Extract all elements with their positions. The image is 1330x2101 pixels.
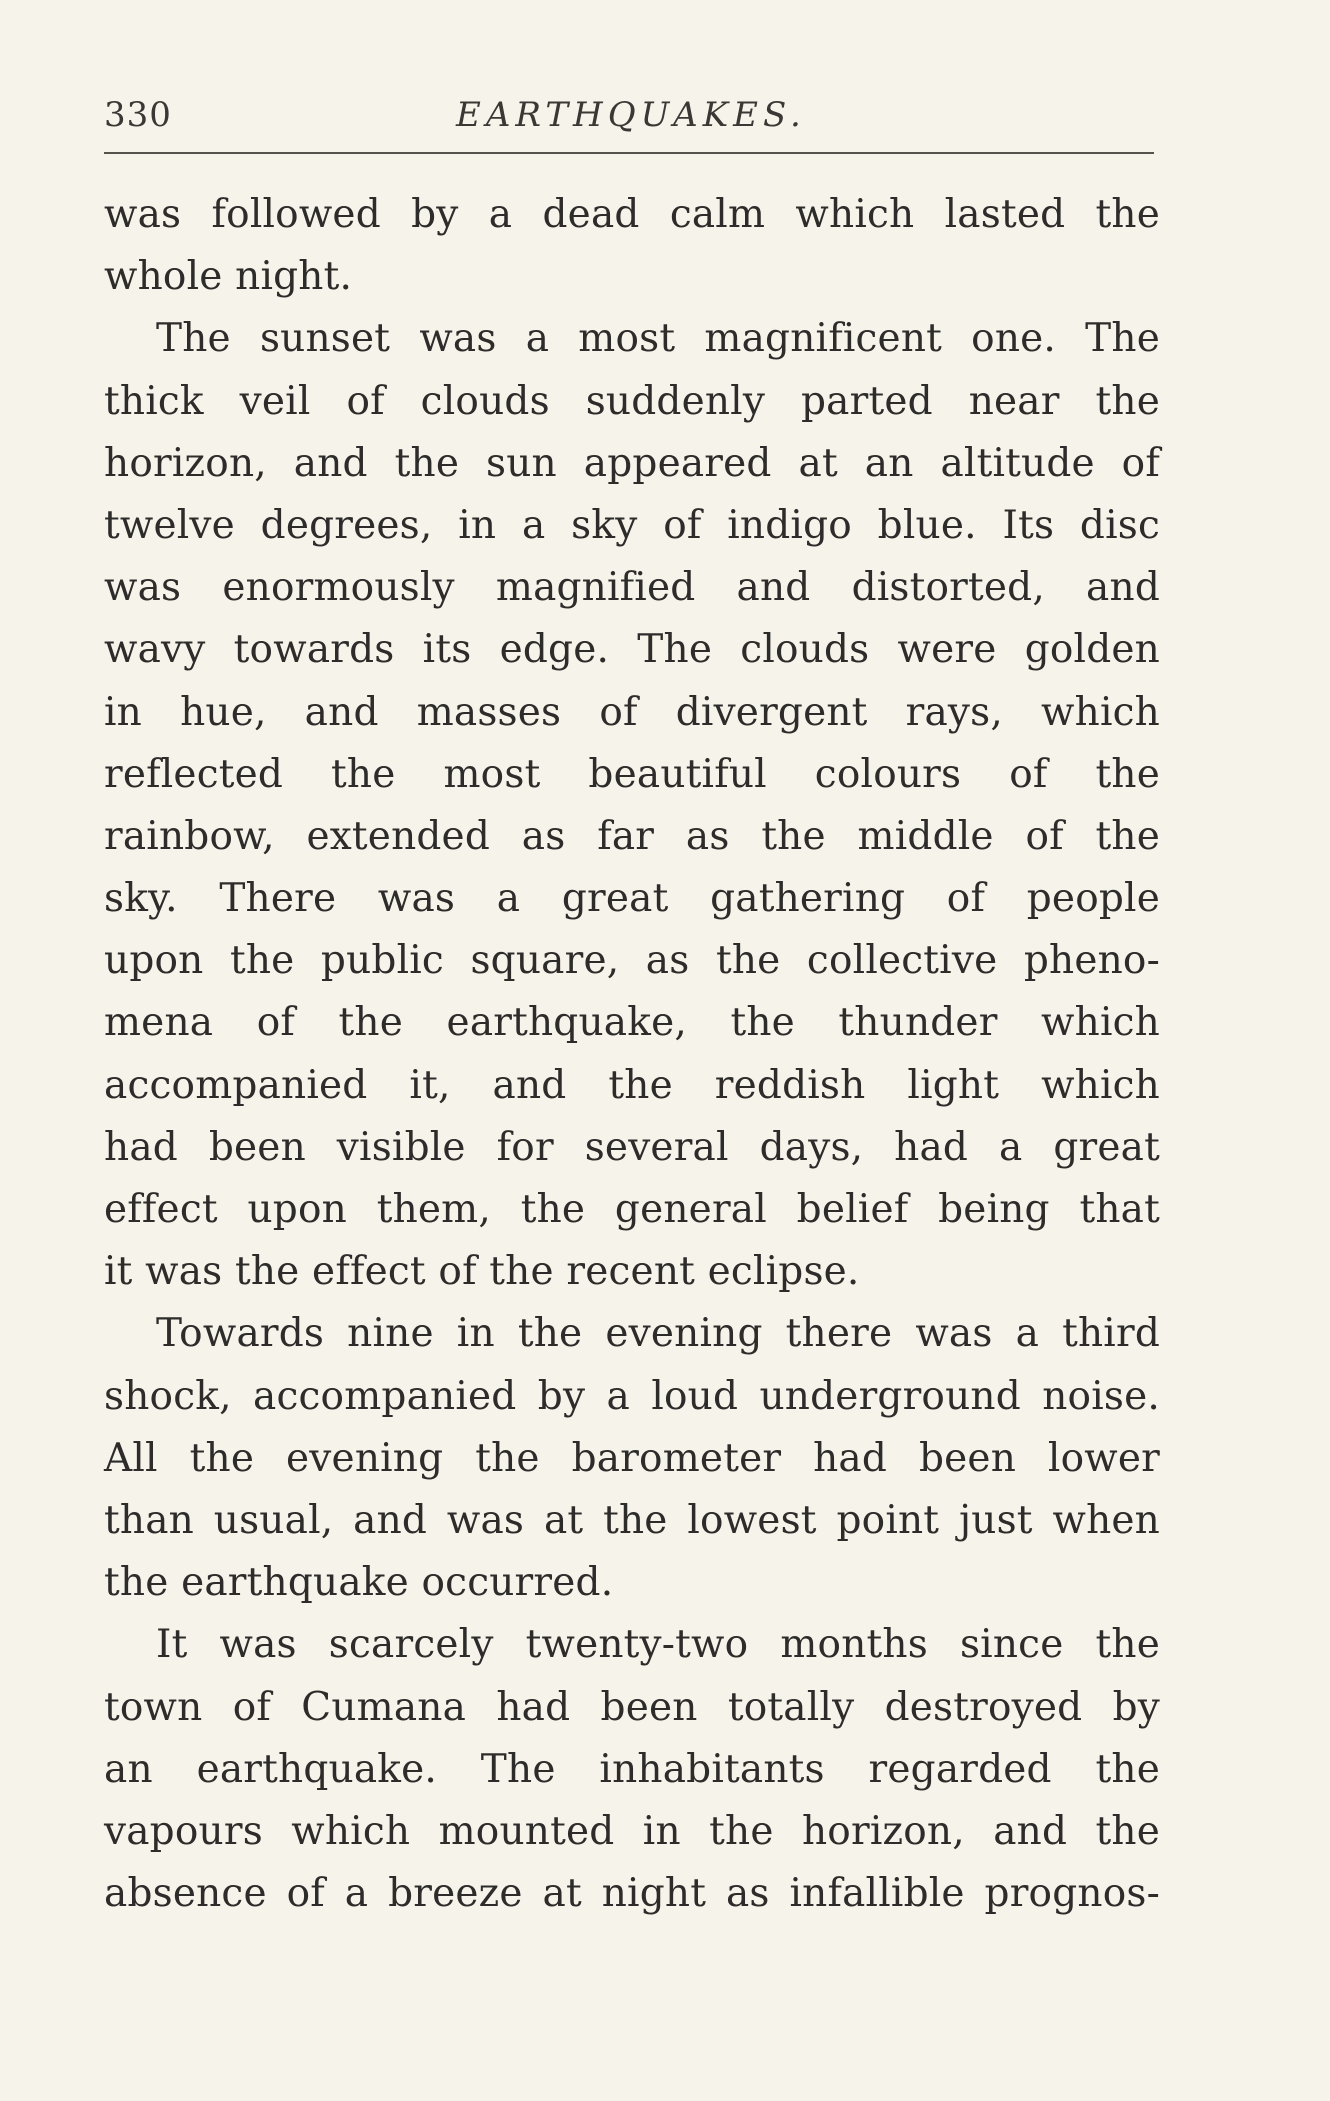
text-line: The sunset was a most magnificent one. The xyxy=(156,316,1160,362)
page-number: 330 xyxy=(104,95,172,135)
text-line: vapours which mounted in the horizon, and the xyxy=(104,1808,1160,1854)
text-line: Towards nine in the evening there was a third xyxy=(156,1311,1160,1357)
text-line: it was the effect of the recent eclipse. xyxy=(104,1249,860,1295)
header-rule xyxy=(104,152,1154,154)
text-line: had been visible for several days, had a great xyxy=(104,1124,1160,1170)
running-head xyxy=(104,95,1154,143)
text-line: thick veil of clouds suddenly parted near the xyxy=(104,378,1160,424)
text-line: twelve degrees, in a sky of indigo blue. Its disc xyxy=(104,502,1160,548)
text-line: the earthquake occurred. xyxy=(104,1560,614,1606)
text-line: was enormously magnified and distorted, and xyxy=(104,565,1160,611)
text-line: effect upon them, the general belief being that xyxy=(104,1187,1160,1232)
text-line: All the evening the barometer had been lower xyxy=(104,1435,1160,1481)
text-line: shock, accompanied by a loud underground noise. xyxy=(104,1373,1160,1419)
text-line: an earthquake. The inhabitants regarded the xyxy=(104,1746,1160,1792)
text-line: than usual, and was at the lowest point just when xyxy=(104,1497,1160,1543)
text-line: upon the public square, as the collective pheno- xyxy=(104,938,1160,984)
text-line: rainbow, extended as far as the middle of the xyxy=(104,813,1160,859)
running-title: EARTHQUAKES. xyxy=(456,95,806,135)
text-line: mena of the earthquake, the thunder which xyxy=(104,1000,1160,1046)
text-line: whole night. xyxy=(104,254,353,300)
text-line: reflected the most beautiful colours of the xyxy=(104,751,1160,797)
body-text xyxy=(104,184,1160,1925)
text-line: sky. There was a great gathering of people xyxy=(104,876,1160,922)
text-line: It was scarcely twenty-two months since the xyxy=(156,1622,1160,1668)
text-line: was followed by a dead calm which lasted the xyxy=(104,192,1160,237)
text-line: horizon, and the sun appeared at an altitude of xyxy=(104,440,1160,486)
text-line: town of Cumana had been totally destroyed by xyxy=(104,1684,1160,1730)
text-line: wavy towards its edge. The clouds were golden xyxy=(104,627,1160,673)
text-line: absence of a breeze at night as infallible prognos- xyxy=(104,1871,1160,1917)
text-line: accompanied it, and the reddish light which xyxy=(104,1062,1160,1108)
text-line: in hue, and masses of divergent rays, which xyxy=(104,689,1160,735)
